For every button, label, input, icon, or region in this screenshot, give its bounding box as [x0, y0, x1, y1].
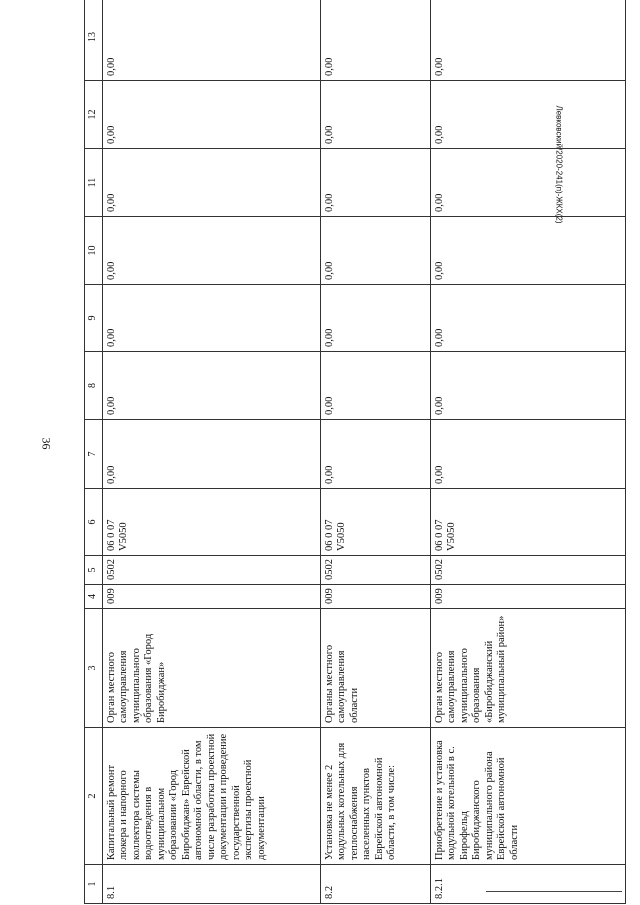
cell-col7: 0,00 — [430, 420, 626, 489]
measure-name: Установка не менее 2 модульных котельных для теплоснабжения населенных пунктов Еврейской автономной области, в том числе: — [320, 728, 430, 865]
responsible-org: Орган местного самоуправления муниципального образования «Биробиджанский муниципальный район» — [430, 609, 626, 728]
measure-name: Капитальный ремонт люкера и напорного коллектора системы водоотведения в муниципальном образовании «Город Биробиджан» Еврейской автономной области, в том числе разработка проектной документации и проведение государственной экспертизы проектной документации — [102, 728, 320, 865]
cell-col9: 0,00 — [320, 285, 430, 352]
header-cell: 9 — [85, 285, 103, 352]
cell-col8: 0,00 — [102, 352, 320, 420]
responsible-org: Орган местного самоуправления муниципального образования «Город Биробиджан» — [102, 609, 320, 728]
header-cell: 10 — [85, 217, 103, 285]
header-cell: 2 — [85, 728, 103, 865]
header-row — [85, 0, 103, 904]
cell-col5: 0502 — [102, 556, 320, 585]
financing-table — [84, 0, 626, 904]
header-cell: 4 — [85, 585, 103, 609]
cell-col4: 009 — [430, 585, 626, 609]
cell-col11: 0,00 — [430, 149, 626, 217]
cell-col9: 0,00 — [102, 285, 320, 352]
cell-col11: 0,00 — [320, 149, 430, 217]
cell-col6: 06 0 07 V5050 — [320, 489, 430, 556]
cell-col4: 009 — [102, 585, 320, 609]
header-cell: 13 — [85, 0, 103, 81]
cell-col11: 0,00 — [102, 149, 320, 217]
cell-col5: 0502 — [320, 556, 430, 585]
cell-col5: 0502 — [430, 556, 626, 585]
cell-col13: 0,00 — [430, 0, 626, 81]
header-cell: 7 — [85, 420, 103, 489]
header-cell: 5 — [85, 556, 103, 585]
header-cell: 3 — [85, 609, 103, 728]
rotated-table-wrapper — [84, 14, 626, 904]
cell-col12: 0,00 — [430, 81, 626, 149]
cell-col8: 0,00 — [320, 352, 430, 420]
header-cell: 1 — [85, 865, 103, 904]
page-number: 36 — [39, 437, 54, 450]
cell-col13: 0,00 — [320, 0, 430, 81]
cell-col4: 009 — [320, 585, 430, 609]
cell-col7: 0,00 — [102, 420, 320, 489]
cell-col8: 0,00 — [430, 352, 626, 420]
responsible-org: Органы местного самоуправления области — [320, 609, 430, 728]
cell-col9: 0,00 — [430, 285, 626, 352]
document-id: Левковский/2020-241(п)-ЖКХ(2) — [554, 105, 564, 224]
header-cell: 8 — [85, 352, 103, 420]
cell-col10: 0,00 — [320, 217, 430, 285]
header-cell: 11 — [85, 149, 103, 217]
measure-name: Приобретение и установка модульной котельной в с. Бирофельд Биробиджанского муниципального района Еврейской автономной области — [430, 728, 626, 865]
cell-col6: 06 0 07 V5050 — [430, 489, 626, 556]
cell-col13: 0,00 — [102, 0, 320, 81]
row-number: 8.2.1 — [430, 865, 626, 904]
row-number: 8.1 — [102, 865, 320, 904]
cell-col12: 0,00 — [102, 81, 320, 149]
header-cell: 6 — [85, 489, 103, 556]
table-row — [320, 0, 430, 904]
cell-col10: 0,00 — [430, 217, 626, 285]
cell-col10: 0,00 — [102, 217, 320, 285]
header-cell: 12 — [85, 81, 103, 149]
cell-col12: 0,00 — [320, 81, 430, 149]
row-number: 8.2 — [320, 865, 430, 904]
cell-col7: 0,00 — [320, 420, 430, 489]
table-row — [102, 0, 320, 904]
cell-col6: 06 0 07 V5050 — [102, 489, 320, 556]
table-row — [430, 0, 626, 904]
